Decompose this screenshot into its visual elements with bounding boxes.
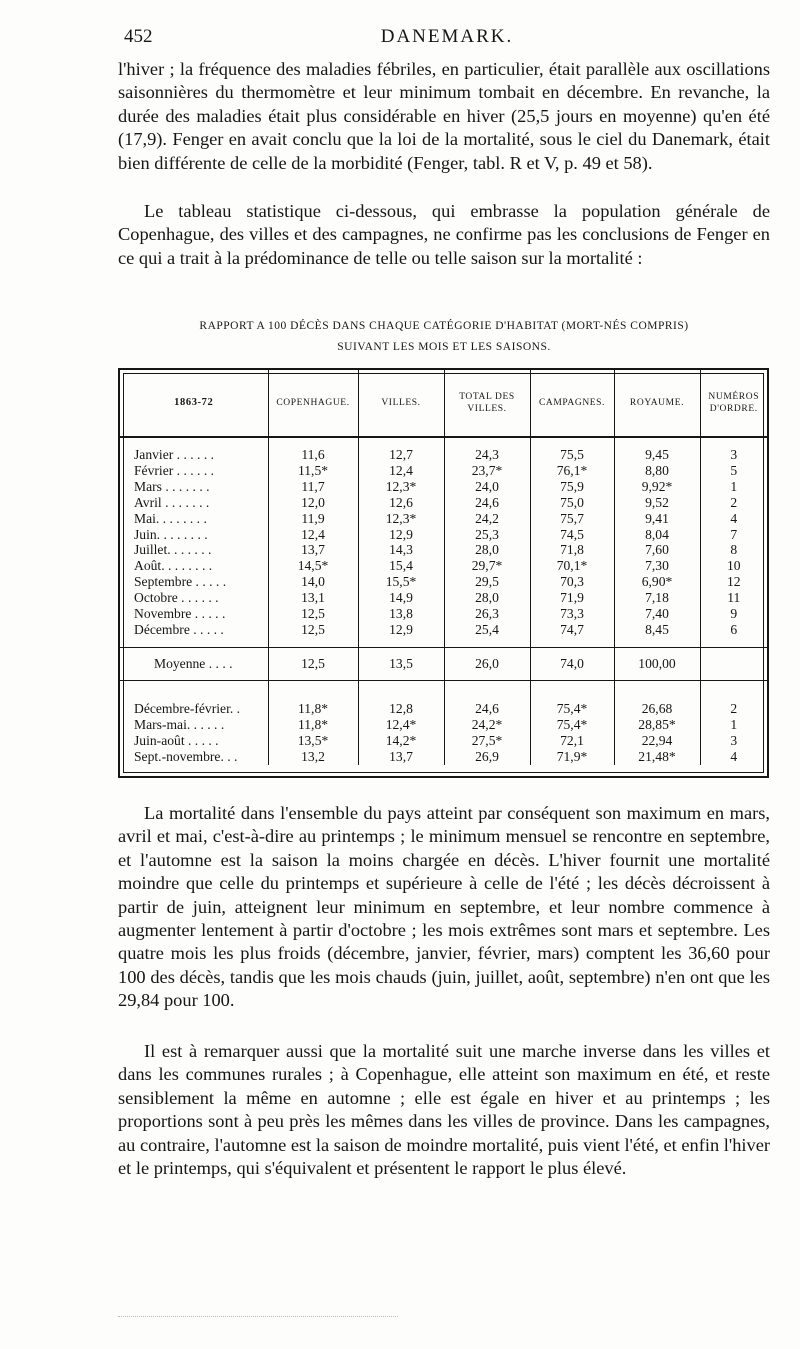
spacer-row	[120, 680, 767, 701]
month-row	[120, 558, 767, 574]
table-cell: 12	[700, 574, 767, 590]
table-cell: 9,41	[614, 511, 700, 527]
month-row	[120, 606, 767, 622]
table-cell: 26,68	[614, 701, 700, 717]
table-cell: 13,2	[268, 749, 358, 765]
table-cell: 29,5	[444, 574, 530, 590]
paragraph-1: l'hiver ; la fréquence des maladies fébriles, en particulier, était parallèle aux oscillations saisonnières du thermomètre et leur minimum tombait en décembre. En revanche, la durée des maladies était plus considérable en hiver (25,5 jours en moyenne) qu'en été (17,9). Fenger en avait conclu que la loi de la mortalité, sous le ciel du Danemark, était bien différente de celle de la morbidité (Fenger, tabl. R et V, p. 49 et 58).	[118, 59, 770, 173]
table-cell: 14,0	[268, 574, 358, 590]
row-label: Sept.-novembre. . .	[134, 748, 238, 764]
table-cell: 75,0	[530, 495, 614, 511]
table-cell: 75,4*	[530, 701, 614, 717]
table-cell: 11,7	[268, 479, 358, 495]
row-label: Novembre . . . . .	[134, 606, 226, 622]
table-cell: 13,8	[358, 606, 444, 622]
table-cell: 28,0	[444, 542, 530, 558]
row-label: Avril . . . . . . .	[134, 494, 210, 510]
table-cell: 71,9	[530, 590, 614, 606]
table-cell: 1	[700, 479, 767, 495]
table-cell: 10	[700, 558, 767, 574]
header-campagnes: CAMPAGNES.	[530, 370, 614, 437]
table-cell: 6,90*	[614, 574, 700, 590]
header-period: 1863-72	[120, 370, 268, 437]
page-number: 452	[124, 26, 153, 47]
table-cell: 24,3	[444, 447, 530, 463]
caption-line-1: RAPPORT A 100 DÉCÈS DANS CHAQUE CATÉGORIE D'HABITAT (MORT-NÉS COMPRIS)	[199, 320, 689, 332]
row-label: Juin-août . . . . .	[134, 732, 219, 748]
table-cell: 24,6	[444, 701, 530, 717]
table-cell: 2	[700, 495, 767, 511]
table-cell: 11,5*	[268, 463, 358, 479]
table-cell: 4	[700, 511, 767, 527]
table-cell: 26,3	[444, 606, 530, 622]
table-cell: 29,7*	[444, 558, 530, 574]
table-cell: 9,92*	[614, 479, 700, 495]
spacer-row	[120, 638, 767, 648]
table-cell: 6	[700, 622, 767, 638]
caption-line-2: SUIVANT LES MOIS ET LES SAISONS.	[337, 341, 551, 353]
row-label: Mars . . . . . . .	[134, 478, 210, 494]
table-cell: 14,5*	[268, 558, 358, 574]
table-cell: 12,5	[268, 606, 358, 622]
table-cell: 15,4	[358, 558, 444, 574]
table-cell: 2	[700, 701, 767, 717]
table-cell: 9,52	[614, 495, 700, 511]
row-label: Octobre . . . . . .	[134, 590, 219, 606]
table-cell: 73,3	[530, 606, 614, 622]
table-cell: 71,9*	[530, 749, 614, 765]
table-cell	[700, 647, 767, 680]
table-cell: 3	[700, 733, 767, 749]
month-row	[120, 622, 767, 638]
season-row	[120, 717, 767, 733]
table-cell: 14,2*	[358, 733, 444, 749]
table-cell: 7,18	[614, 590, 700, 606]
table-cell: 70,3	[530, 574, 614, 590]
table-cell: 24,2*	[444, 717, 530, 733]
table-cell: 24,2	[444, 511, 530, 527]
month-row	[120, 590, 767, 606]
paragraph-4: Il est à remarquer aussi que la mortalité suit une marche inverse dans les villes et dans les communes rurales ; à Copenhague, elle atteint son maximum en été, et reste sensiblement la même en automne ; elle est égale en hiver et au printemps ; les proportions sont à peu près les mêmes dans les villes de province. Dans les campagnes, au contraire, l'automne est la saison de moindre mortalité, puis vient l'été, et enfin l'hiver et le printemps, qui s'équivalent et présentent le rapport le plus élevé.	[118, 1041, 770, 1179]
row-label: Mai. . . . . . . .	[134, 510, 207, 526]
table-cell: 7,60	[614, 542, 700, 558]
average-row	[120, 647, 767, 680]
month-row	[120, 447, 767, 463]
table-cell: 8,80	[614, 463, 700, 479]
table-cell: 11,8*	[268, 717, 358, 733]
table-cell: 7	[700, 527, 767, 543]
table-cell: 11,8*	[268, 701, 358, 717]
table-header-row	[120, 370, 767, 437]
table-cell: 13,5*	[268, 733, 358, 749]
row-label: Décembre . . . . .	[134, 621, 224, 637]
table-cell: 13,1	[268, 590, 358, 606]
season-row	[120, 701, 767, 717]
table-cell: 11	[700, 590, 767, 606]
mortality-table-frame	[118, 368, 769, 778]
table-cell: 70,1*	[530, 558, 614, 574]
season-row	[120, 733, 767, 749]
table-cell: 26,0	[444, 647, 530, 680]
season-row	[120, 749, 767, 765]
row-label: Mars-mai. . . . . .	[134, 716, 225, 732]
table-cell: 11,9	[268, 511, 358, 527]
table-cell: 12,4*	[358, 717, 444, 733]
table-caption	[118, 316, 770, 358]
table-cell: 28,85*	[614, 717, 700, 733]
month-row	[120, 495, 767, 511]
row-label: Juillet. . . . . . .	[134, 542, 212, 558]
table-cell: 74,5	[530, 527, 614, 543]
row-label: Juin. . . . . . . .	[134, 526, 208, 542]
table-cell: 12,5	[268, 647, 358, 680]
table-cell: 23,7*	[444, 463, 530, 479]
table-cell: 74,7	[530, 622, 614, 638]
month-row	[120, 463, 767, 479]
table-cell: 1	[700, 717, 767, 733]
month-row	[120, 542, 767, 558]
table-cell: 25,4	[444, 622, 530, 638]
table-cell: 8,45	[614, 622, 700, 638]
row-label: Moyenne . . . .	[120, 647, 268, 680]
table-cell: 12,9	[358, 622, 444, 638]
table-cell: 9	[700, 606, 767, 622]
table-cell: 5	[700, 463, 767, 479]
table-cell: 24,0	[444, 479, 530, 495]
table-cell: 100,00	[614, 647, 700, 680]
table-cell: 7,30	[614, 558, 700, 574]
header-villes: VILLES.	[358, 370, 444, 437]
month-row	[120, 527, 767, 543]
page-header	[124, 26, 770, 50]
table-cell: 75,7	[530, 511, 614, 527]
table-cell: 11,6	[268, 447, 358, 463]
table-cell: 12,3*	[358, 511, 444, 527]
row-label: Janvier . . . . . .	[134, 447, 215, 462]
table-cell: 13,7	[358, 749, 444, 765]
table-cell: 75,9	[530, 479, 614, 495]
table-cell: 9,45	[614, 447, 700, 463]
paragraph-2: Le tableau statistique ci-dessous, qui embrasse la population générale de Copenhague, des villes et des campagnes, ne confirme pas les conclusions de Fenger en ce qui a trait à la prédominance de telle ou telle saison sur la mortalité :	[118, 201, 770, 268]
table-cell: 12,9	[358, 527, 444, 543]
table-cell: 14,3	[358, 542, 444, 558]
month-row	[120, 479, 767, 495]
table-cell: 12,7	[358, 447, 444, 463]
table-cell: 21,48*	[614, 749, 700, 765]
table-cell: 76,1*	[530, 463, 614, 479]
table-cell: 12,3*	[358, 479, 444, 495]
table-cell: 25,3	[444, 527, 530, 543]
row-label: Août. . . . . . . .	[134, 558, 213, 574]
table-cell: 75,4*	[530, 717, 614, 733]
mortality-table	[120, 370, 767, 765]
table-cell: 71,8	[530, 542, 614, 558]
header-royaume: ROYAUME.	[614, 370, 700, 437]
table-cell: 14,9	[358, 590, 444, 606]
table-cell: 74,0	[530, 647, 614, 680]
row-label: Décembre-février. .	[134, 700, 241, 716]
table-cell: 12,6	[358, 495, 444, 511]
table-cell: 4	[700, 749, 767, 765]
running-title: DANEMARK.	[380, 26, 514, 47]
paragraph-3: La mortalité dans l'ensemble du pays atteint par conséquent son maximum en mars, avril et mai, c'est-à-dire au printemps ; le minimum mensuel se rencontre en septembre, et l'automne est la saison la moins chargée en décès. L'hiver fournit une mortalité moindre que celle du printemps et supérieure à celle de l'été ; les décès décroissent à partir de juin, atteignent leur minimum en septembre, et leur nombre commence à augmenter lentement à partir d'octobre ; les mois extrêmes sont mars et septembre. Les quatre mois les plus froids (décembre, janvier, février, mars) comptent les 36,60 pour 100 des décès, tandis que les mois chauds (juin, juillet, août, septembre) n'en ont que les 29,84 pour 100.	[118, 803, 770, 1011]
table-cell: 8	[700, 542, 767, 558]
spacer-row	[120, 437, 767, 447]
row-label: Septembre . . . . .	[134, 574, 227, 590]
table-cell: 13,7	[268, 542, 358, 558]
table-cell: 24,6	[444, 495, 530, 511]
table-cell: 12,4	[358, 463, 444, 479]
table-cell: 75,5	[530, 447, 614, 463]
table-cell: 3	[700, 447, 767, 463]
table-cell: 28,0	[444, 590, 530, 606]
table-cell: 12,0	[268, 495, 358, 511]
table-cell: 15,5*	[358, 574, 444, 590]
header-copenhague: COPENHAGUE.	[268, 370, 358, 437]
table-cell: 22,94	[614, 733, 700, 749]
table-cell: 8,04	[614, 527, 700, 543]
table-cell: 72,1	[530, 733, 614, 749]
table-cell: 7,40	[614, 606, 700, 622]
table-cell: 12,5	[268, 622, 358, 638]
table-cell: 27,5*	[444, 733, 530, 749]
month-row	[120, 574, 767, 590]
header-total-villes: TOTAL DES VILLES.	[444, 370, 530, 437]
header-numeros: NUMÉROS D'ORDRE.	[700, 370, 767, 437]
row-label: Février . . . . . .	[134, 462, 215, 478]
month-row	[120, 511, 767, 527]
footer-rule	[118, 1316, 398, 1317]
table-cell: 12,4	[268, 527, 358, 543]
table-cell: 13,5	[358, 647, 444, 680]
table-cell: 12,8	[358, 701, 444, 717]
table-cell: 26,9	[444, 749, 530, 765]
